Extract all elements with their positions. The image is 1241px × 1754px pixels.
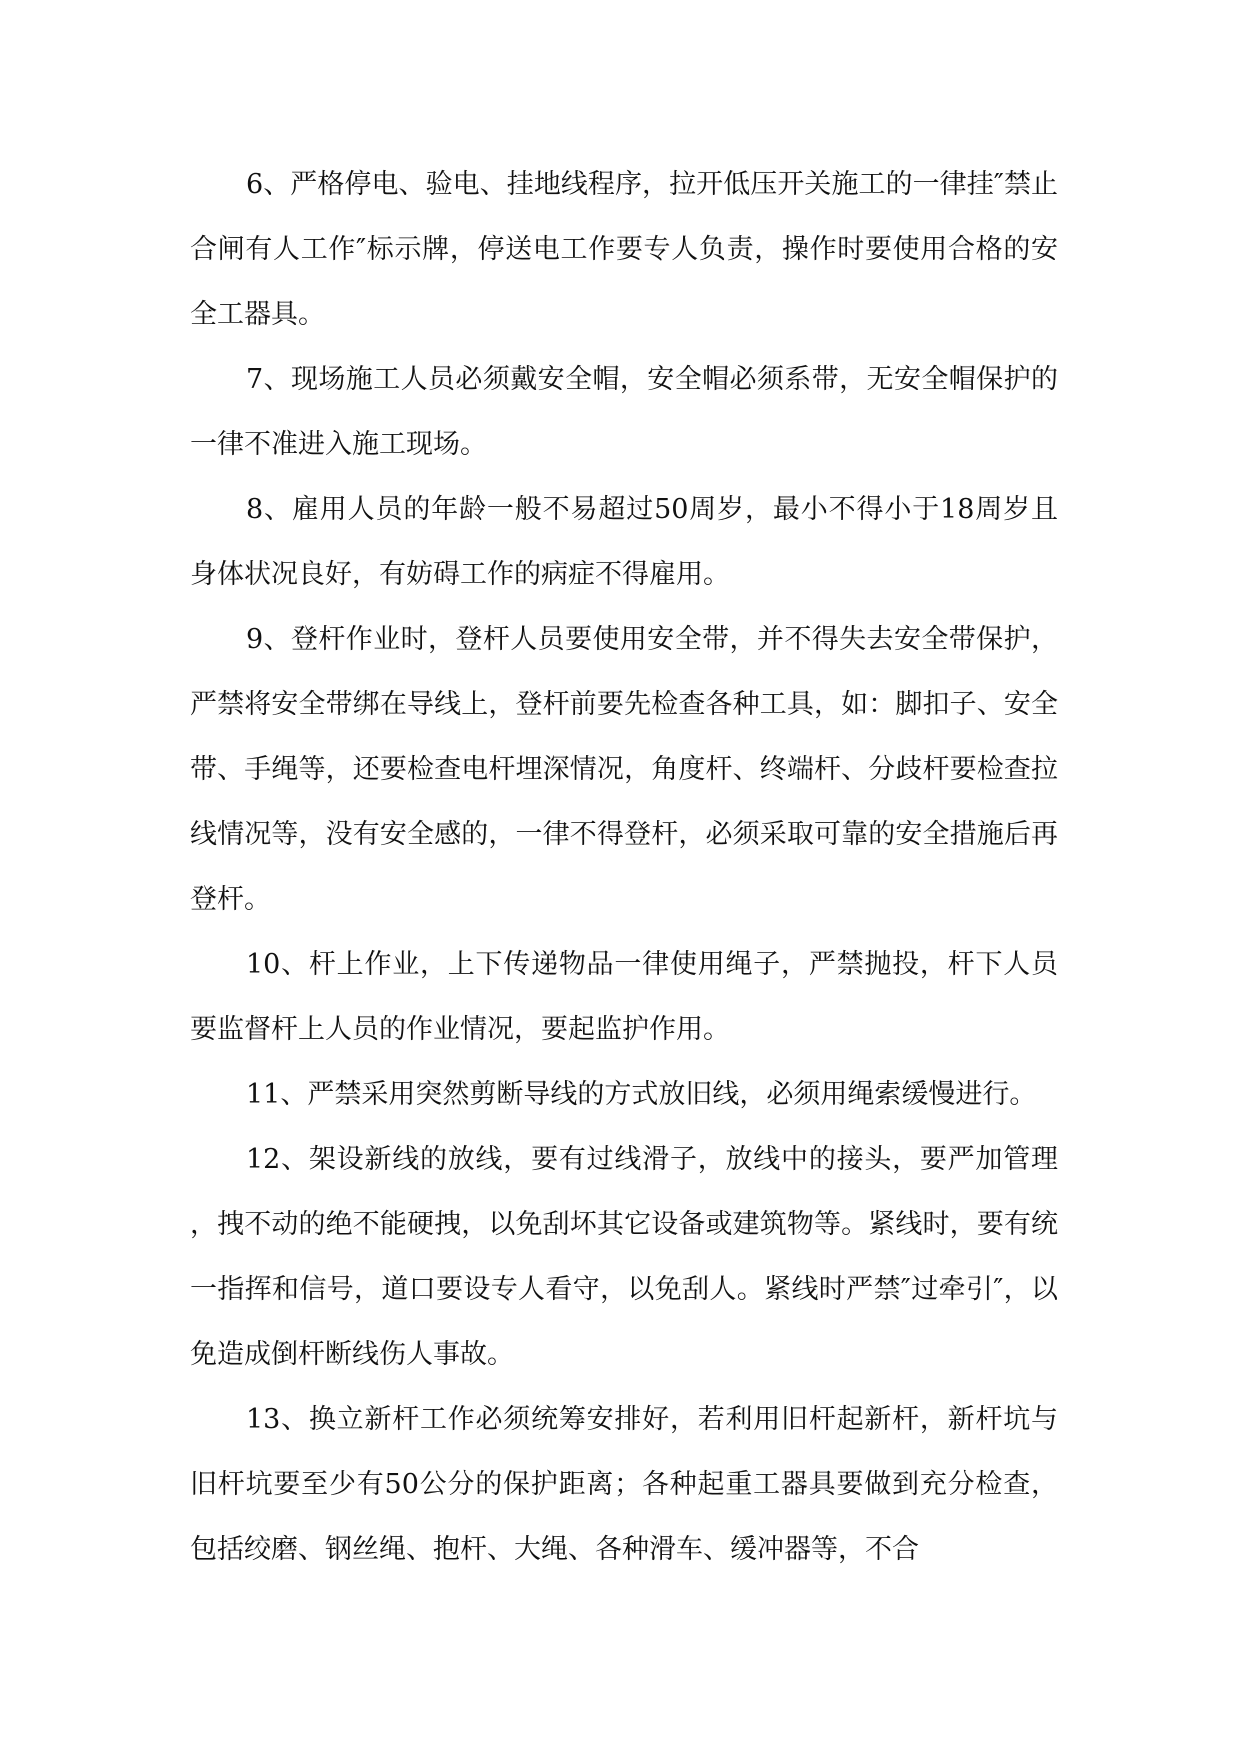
paragraph-9: 9、登杆作业时，登杆人员要使用安全带，并不得失去安全带保护，严禁将安全带绑在导线上，登杆前要先检查各种工具，如：脚扣子、安全带、手绳等，还要检查电杆埋深情况，角度杆、终端杆、分歧杆要检查拉线情况等，没有安全感的，一律不得登杆，必须采取可靠的安全措施后再登杆。 [190, 624, 1058, 915]
document-body [190, 152, 1058, 1582]
paragraph-7: 7、现场施工人员必须戴安全帽，安全帽必须系带，无安全帽保护的一律不准进入施工现场。 [190, 364, 1058, 460]
paragraph-11: 11、严禁采用突然剪断导线的方式放旧线，必须用绳索缓慢进行。 [246, 1079, 1037, 1110]
paragraph-10: 10、杆上作业，上下传递物品一律使用绳子，严禁抛投，杆下人员要监督杆上人员的作业情况，要起监护作用。 [190, 949, 1058, 1045]
paragraph-13: 13、换立新杆工作必须统筹安排好，若利用旧杆起新杆，新杆坑与旧杆坑要至少有50公分的保护距离；各种起重工器具要做到充分检查，包括绞磨、钢丝绳、抱杆、大绳、各种滑车、缓冲器等，不合 [190, 1404, 1058, 1565]
paragraph-12: 12、架设新线的放线，要有过线滑子，放线中的接头，要严加管理，拽不动的绝不能硬拽，以免刮坏其它设备或建筑物等。紧线时，要有统一指挥和信号，道口要设专人看守，以免刮人。紧线时严禁″过牵引″，以免造成倒杆断线伤人事故。 [190, 1144, 1058, 1370]
paragraph-8: 8、雇用人员的年龄一般不易超过50周岁，最小不得小于18周岁且身体状况良好，有妨碍工作的病症不得雇用。 [190, 494, 1058, 590]
paragraph-6: 6、严格停电、验电、挂地线程序，拉开低压开关施工的一律挂″禁止合闸有人工作″标示牌，停送电工作要专人负责，操作时要使用合格的安全工器具。 [190, 169, 1058, 330]
